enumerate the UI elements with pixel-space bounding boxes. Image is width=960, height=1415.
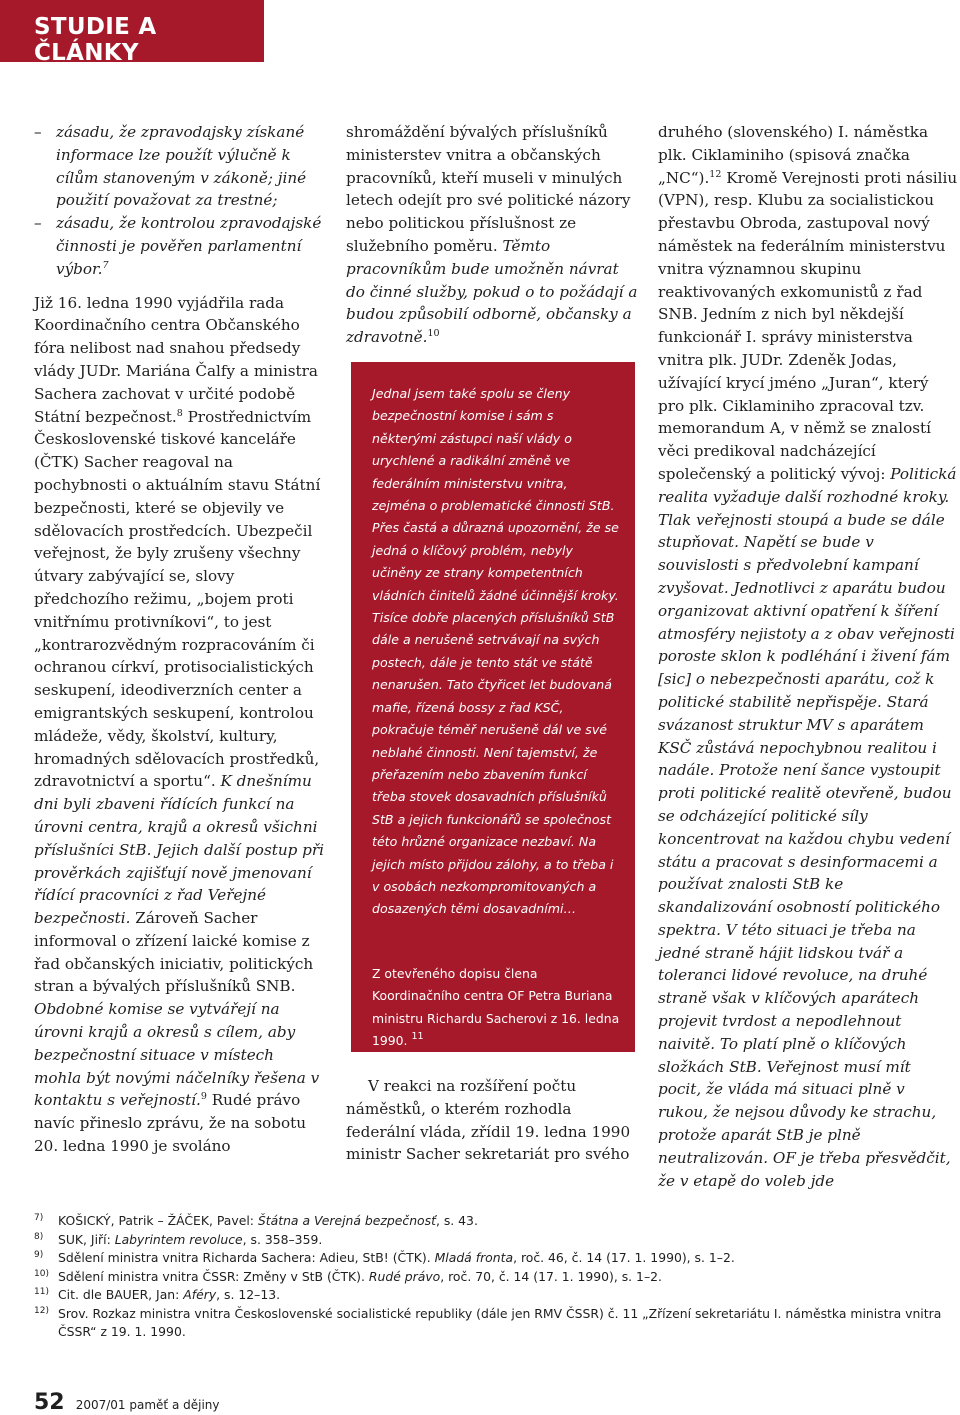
footnote: [34, 1305, 954, 1342]
footnotes: [34, 1212, 954, 1342]
quoted-text: Těmto pracovníkům bude umožněn návrat do činné služby, pokud o to požádají a budou způsobilí odborně, občansky a zdravotně.: [346, 236, 638, 347]
quoted-text: Obdobné komise se vytvářejí na úrovni krajů a okresů s cílem, aby bezpečnostní situace v místech mohla být novými náčelníky řešena v kontaktu s veřejností.: [34, 1000, 320, 1110]
quoted-text: K dnešnímu dni byli zbaveni řídících funkcí na úrovni centra, krajů a okresů všichni příslušníci StB. Jejich další postup při prověrkách zajišťují nově jmenovaní řídící pracovníci z řad Veřejné bezpečnosti.: [34, 772, 325, 928]
footnote: [34, 1231, 954, 1250]
text-column-3: [658, 121, 958, 1192]
footnote: [34, 1268, 954, 1287]
quoted-text: Politická realita vyžaduje další rozhodné kroky. Tlak veřejnosti stoupá a bude se dále stupňovat. Napětí se bude v souvislosti s předvolební kampaní zvyšovat. Jednotlivci z aparátu budou organizovat aktivní opatření k šíření atmosféry nejistoty a z obav veřejnosti poroste sklon k podléhání i živení fám [sic] o nebezpečnosti aparátu, což k politické stabilitě nepřispěje. Stará svázanost struktur MV s aparátem KSČ zůstává nepochybnou realitou i nadále. Protože není šance vystoupit proti politické realitě otevřeně, budou se odcházející politické síly koncentrovat na každou chybu vedení státu a pracovat s desinformacemi a používat znalosti StB ke skandalizování osobností politického spektra. V této situaci je třeba na jedné straně hájit lidskou tvář a toleranci lidové revoluce, na druhé straně však v klíčových aparátech projevit tvrdost a nepodlehnout naivitě. To platí plně o klíčových složkách StB. Veřejnost musí mít pocit, že vláda má situaci plně v rukou, že nejsou důvody ke strachu, protože aparát StB je plně neutralizován. OF je třeba přesvědčit, že v etapě do voleb jde: [658, 464, 957, 1190]
pull-quote-source-text: Z otevřeného dopisu člena Koordinačního centra OF Petra Buriana ministru Richardu Sacherovi z 16. ledna 1990.: [372, 966, 620, 1049]
footnote-text: SUK, Jiří:: [58, 1231, 115, 1247]
page-footer: [34, 1390, 220, 1415]
text-column-2: [346, 121, 640, 349]
footnote-text: , roč. 46, č. 14 (17. 1. 1990), s. 1–2.: [513, 1250, 735, 1265]
footnote-text: , roč. 70, č. 14 (17. 1. 1990), s. 1–2.: [440, 1268, 662, 1284]
footnote-title: Mladá fronta: [434, 1250, 514, 1265]
list-dash: –: [34, 214, 42, 233]
page-number: 52: [34, 1390, 65, 1415]
paragraph: [658, 121, 958, 1192]
paragraph-text: Prostřednictvím Československé tiskové kanceláře (ČTK) Sacher reagoval na pochybnosti o aktuálním stavu Státní bezpečnosti, které se objevily ve sdělovacích prostředcích. Ubezpečil veřejnost, že byly zrušeny všechny útvary zabývající se, slovy předchozího režimu, „bojem proti vnitřnímu protivníkovi“, to jest „kontrarozvědným rozpracováním či ochranou církví, protisocialistických seskupení, ideodiverzních center a emigrantských seskupení, kontrolou mládeže, vědy, školství, kultury, hromadných sdělovacích prostředků, zdravotnictví a sportu“.: [34, 407, 321, 791]
section-header: [0, 0, 264, 66]
issue-label: 2007/01 paměť a dějiny: [75, 1398, 220, 1412]
footnote-text: , s. 358–359.: [242, 1231, 323, 1247]
footnote-number: 12): [34, 1305, 49, 1316]
paragraph-text: V reakci na rozšíření počtu náměstků, o kterém rozhodla federální vláda, zřídil 19. ledna 1990 ministr Sacher sekretariát pro svého: [346, 1077, 631, 1164]
paragraph: [34, 292, 326, 1158]
footnote-number: 8): [34, 1231, 44, 1242]
paragraph: [346, 1075, 640, 1166]
text-column-1: [34, 121, 326, 1158]
paragraph-text: Již 16. ledna 1990 vyjádřila rada Koordinačního centra Občanského fóra nelibost nad snahou předsedy vlády JUDr. Mariána Čalfy a ministra Sachera zachovat v určité podobě Státní bezpečnost.: [34, 293, 318, 426]
footnote-ref: 8: [176, 407, 183, 419]
paragraph-text: shromáždění bývalých příslušníků ministerstev vnitra a občanských pracovníků, kteří museli v minulých letech odejít pro své politické názory nebo politickou příslušnost ze služebního poměru.: [346, 123, 631, 255]
list-dash: –: [34, 123, 42, 141]
footnote-title: Labyrintem revoluce: [114, 1231, 243, 1247]
footnote: [34, 1286, 954, 1305]
footnote-text: Sdělení ministra vnitra ČSSR: Změny v StB (ČTK).: [58, 1268, 369, 1284]
footnote-title: Rudé právo: [368, 1268, 441, 1284]
footnote-number: 10): [34, 1268, 49, 1279]
footnote-number: 7): [34, 1213, 44, 1223]
footnote-text: KOŠICKÝ, Patrik – ŽÁČEK, Pavel:: [58, 1213, 258, 1228]
pull-quote-source: [372, 963, 621, 1053]
footnote-ref: 9: [200, 1091, 207, 1103]
footnote-ref: 12: [709, 168, 722, 180]
paragraph-text: druhého (slovenského) I. náměstka plk. Ciklaminiho (spisová značka „NC“).: [658, 123, 929, 187]
section-title: STUDIE A ČLÁNKY: [34, 14, 157, 66]
footnote-text: Sdělení ministra vnitra Richarda Sachera: Adieu, StB! (ČTK).: [58, 1250, 435, 1265]
footnote-number: 9): [34, 1250, 44, 1260]
footnote: [34, 1249, 954, 1268]
footnote: [34, 1212, 954, 1231]
list-item-text: zásadu, že zpravodajsky získané informace lze použít výlučně k cílům stanoveným v zákoně; jiné použití považovat za trestné;: [56, 123, 307, 210]
pull-quote-text: Jednal jsem také spolu se členy bezpečnostní komise i sám s některými zástupci naší vlády o urychlené a radikální změně ve federálním ministerstvu vnitra, zejména o problematické činnosti StB. Přes častá a důrazná upozornění, že se jedná o klíčový problém, nebyly učiněny ze strany kompetentních vládních činitelů žádné účinnější kroky. Tisíce dobře placených příslušníků StB dále a nerušeně setrvávají na svých postech, dále je tento stát ve státě nenarušen. Tato čtyřicet let budovaná mafie, řízená bossy z řad KSČ, pokračuje téměř nerušeně dál ve své neblahé činnosti. Není tajemství, že přeřazením nebo zbavením funkcí třeba stovek dosavadních příslušníků StB a jejich funkcionářů se společnost této hrůzné organizace nezbaví. Na jejich místo přijdou zálohy, a to třeba i v osobách nezkompromitovaných a dosazených těmi dosavadními…: [372, 386, 619, 917]
footnote-text: Srov. Rozkaz ministra vnitra Československé socialistické republiky (dále jen RMV ČSSR) č. 11 „Zřízení sekretariátu I. náměstka ministra vnitra ČSSR“ z 19. 1. 1990.: [58, 1305, 942, 1339]
footnote-text: Cit. dle BAUER, Jan:: [58, 1287, 184, 1302]
footnote-text: , s. 12–13.: [216, 1287, 281, 1302]
paragraph-text: Kromě Verejnosti proti násiliu (VPN), resp. Klubu za socialistickou přestavbu Obroda, zastupoval nový náměstek na federálním ministerstvu vnitra významnou skupinu reaktivovaných exkomunistů z řad SNB. Jedním z nich byl někdejší funkcionář I. správy ministerstva vnitra plk. JUDr. Zdeněk Jodas, užívající krycí jméno „Juran“, který pro plk. Ciklaminiho zpracoval tzv. memorandum A, v němž se znalostí věci predikoval nadcházející společenský a politický vývoj:: [658, 168, 958, 483]
footnote-title: Štátna a Verejná bezpečnosť: [257, 1213, 436, 1228]
footnote-ref: 7: [102, 259, 109, 271]
list-item: [34, 212, 326, 280]
paragraph: [346, 121, 640, 349]
footnote-title: Aféry: [183, 1287, 217, 1302]
list-item: [34, 121, 326, 212]
footnote-ref: 11: [411, 1031, 424, 1043]
list-item-text: zásadu, že kontrolou zpravodajské činnosti je pověřen parlamentní výbor.: [56, 214, 322, 278]
footnote-number: 11): [34, 1287, 49, 1297]
paragraph-text: Rudé právo navíc přineslo zprávu, že na sobotu 20. ledna 1990 je svoláno: [34, 1091, 307, 1156]
paragraph-text: Zároveň Sacher informoval o zřízení laické komise z řad občanských iniciativ, politických stran a bývalých příslušníků SNB.: [34, 909, 314, 996]
pull-quote-box: [351, 362, 635, 1052]
footnote-text: , s. 43.: [435, 1213, 478, 1228]
footnote-ref: 10: [427, 328, 440, 340]
